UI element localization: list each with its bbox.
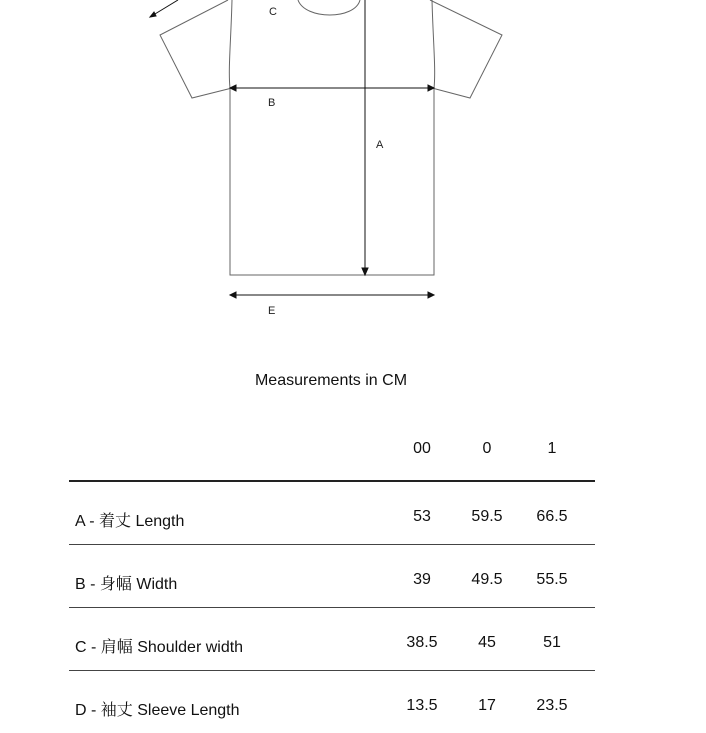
left-sleeve-outline [160,0,232,98]
right-sleeve-outline [430,0,502,98]
size-header-0: 0 [482,440,492,457]
table-cell: 45 [478,634,496,651]
table-cell: 13.5 [406,697,438,714]
table-row-length [69,482,595,545]
table-cell: 59.5 [471,508,503,525]
collar-outline [298,0,360,15]
dimension-label-a: A [376,139,384,151]
table-cell: 66.5 [536,508,568,525]
measurements-title: Measurements in CM [254,372,408,389]
row-label-width: B - 身幅 Width [75,576,178,593]
tshirt-diagram [0,0,706,330]
table-cell: 23.5 [536,697,568,714]
row-label-sleeve: D - 袖丈 Sleeve Length [75,702,240,719]
row-label-length: A - 着丈 Length [75,513,185,530]
dimension-label-b: B [268,97,276,109]
table-header-row [69,430,595,482]
table-cell: 38.5 [406,634,438,651]
row-label-shoulder: C - 肩幅 Shoulder width [75,639,244,656]
table-cell: 39 [413,571,431,588]
dimension-label-c: C [269,6,277,18]
table-cell: 51 [543,634,561,651]
table-row-sleeve [69,671,595,733]
table-cell: 55.5 [536,571,568,588]
size-header-1: 1 [547,440,557,457]
table-cell: 49.5 [471,571,503,588]
table-row-shoulder [69,608,595,671]
body-outline [229,0,434,275]
table-cell: 53 [413,508,431,525]
table-cell: 17 [478,697,496,714]
size-header-00: 00 [413,440,431,457]
table-row-width [69,545,595,608]
measurements-table [69,430,595,733]
dimension-label-e: E [268,305,276,317]
